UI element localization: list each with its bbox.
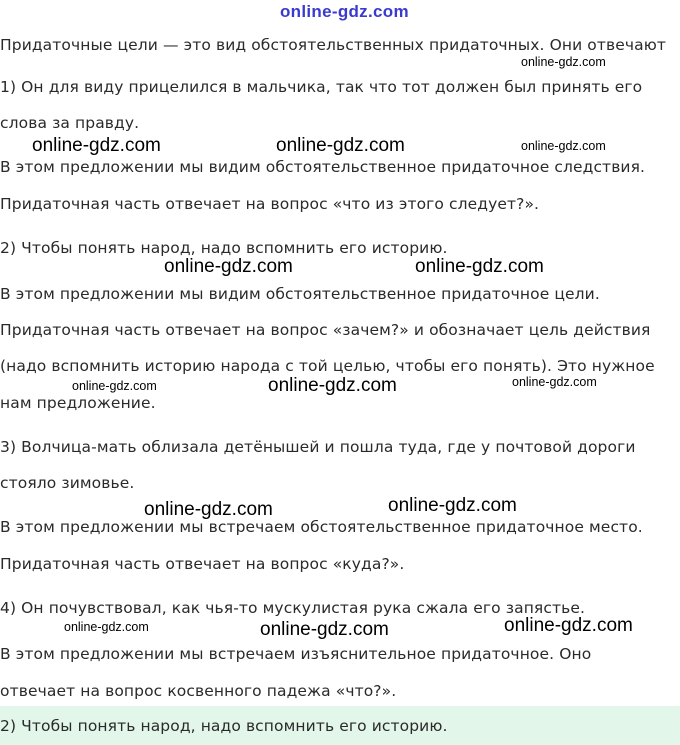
answer-text: 2) Чтобы понять народ, надо вспомнить его историю.: [0, 717, 448, 735]
text-line: В этом предложении мы встречаем обстоятельственное придаточное место.: [0, 518, 643, 536]
text-line: 4) Он почувствовал, как чья-то мускулистая рука сжала его запястье.: [0, 599, 585, 617]
watermark: online-gdz.com: [32, 135, 161, 156]
text-line: стояло зимовье.: [0, 474, 135, 492]
text-line: 1) Он для виду прицелился в мальчика, так что тот должен был принять его: [0, 78, 643, 96]
watermark: online-gdz.com: [268, 375, 397, 396]
text-line: В этом предложении мы видим обстоятельственное придаточное следствия.: [0, 158, 646, 176]
watermark: online-gdz.com: [276, 135, 405, 156]
text-line: отвечает на вопрос косвенного падежа «что?».: [0, 682, 397, 700]
watermark: online-gdz.com: [64, 620, 149, 634]
watermark: online-gdz.com: [521, 139, 606, 153]
watermark: online-gdz.com: [504, 615, 633, 636]
text-line: Придаточная часть отвечает на вопрос «куда?».: [0, 555, 405, 573]
watermark: online-gdz.com: [72, 379, 157, 393]
watermark: online-gdz.com: [260, 619, 389, 640]
text-line: Придаточная часть отвечает на вопрос «зачем?» и обозначает цель действия: [0, 321, 651, 339]
answer-highlight: [0, 706, 680, 745]
text-line: В этом предложении мы встречаем изъяснительное придаточное. Оно: [0, 645, 592, 663]
watermark-top: online-gdz.com: [280, 2, 409, 21]
text-line: нам предложение.: [0, 394, 156, 412]
text-line: (надо вспомнить историю народа с той целью, чтобы его понять). Это нужное: [0, 357, 655, 375]
watermark: online-gdz.com: [512, 375, 597, 389]
text-line: В этом предложении мы видим обстоятельственное придаточное цели.: [0, 285, 600, 303]
watermark: online-gdz.com: [521, 55, 606, 69]
watermark: online-gdz.com: [144, 499, 273, 520]
watermark: online-gdz.com: [164, 256, 293, 277]
text-line: 3) Волчица-мать облизала детёнышей и пошла туда, где у почтовой дороги: [0, 438, 636, 456]
text-line: Придаточная часть отвечает на вопрос «что из этого следует?».: [0, 195, 540, 213]
watermark: online-gdz.com: [388, 495, 517, 516]
watermark: online-gdz.com: [415, 256, 544, 277]
text-line: Придаточные цели — это вид обстоятельственных придаточных. Они отвечают: [0, 36, 667, 54]
text-line: слова за правду.: [0, 114, 140, 132]
text-line: 2) Чтобы понять народ, надо вспомнить его историю.: [0, 239, 448, 257]
